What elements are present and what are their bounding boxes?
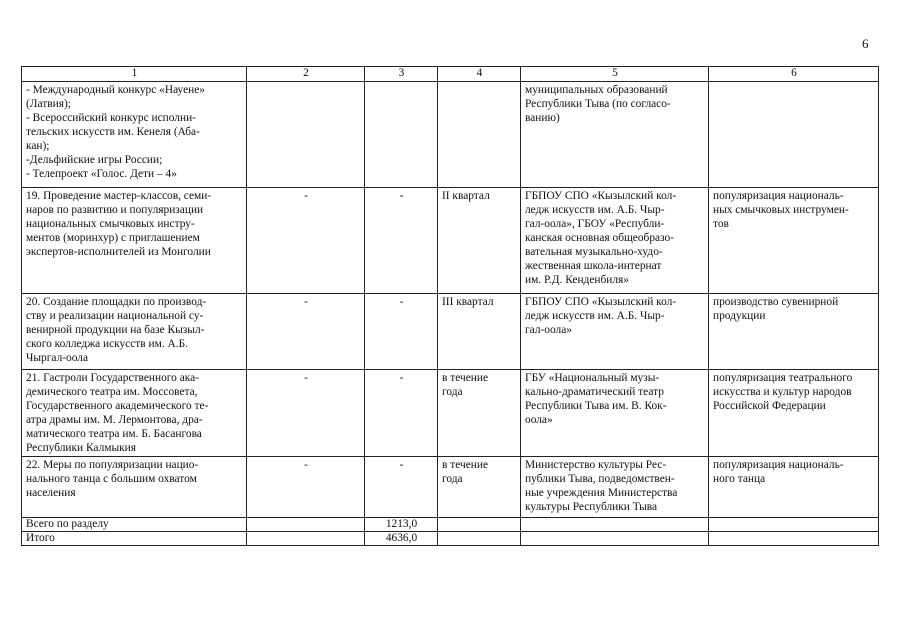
table-row	[22, 294, 879, 370]
table-row	[22, 370, 879, 457]
cell	[438, 518, 521, 532]
cell: -	[247, 370, 365, 457]
table-header-row	[22, 67, 879, 82]
plan-table	[21, 66, 879, 546]
header-cell: 2	[247, 67, 365, 82]
event-cell: 21. Гастроли Государственного ака- демического театра им. Моссовета, Государственного академического те- атра драмы им. М. Лермонтова, дра- матического театра им. Б. Басангова Республики Калмыкия	[22, 370, 247, 457]
subtotal-label: Всего по разделу	[22, 518, 247, 532]
total-value: 4636,0	[365, 532, 438, 546]
result-cell: популяризация театрального искусства и культур народов Российской Федерации	[709, 370, 879, 457]
subtotal-value: 1213,0	[365, 518, 438, 532]
subtotal-row	[22, 518, 879, 532]
period-cell: в течение года	[438, 457, 521, 518]
header-cell: 1	[22, 67, 247, 82]
cell: -	[247, 294, 365, 370]
cell	[247, 532, 365, 546]
cell	[247, 518, 365, 532]
period-cell: в течение года	[438, 370, 521, 457]
page-number: 6	[862, 36, 869, 51]
header-cell: 4	[438, 67, 521, 82]
event-cell: 19. Проведение мастер-классов, семи- наров по развитию и популяризации национальных смычковых инстру- ментов (моринхур) с приглашением экспертов-исполнителей из Монголии	[22, 188, 247, 294]
cell: -	[365, 188, 438, 294]
cell: -	[247, 188, 365, 294]
cell: -	[365, 370, 438, 457]
responsible-cell: муниципальных образований Республики Тыва (по согласо- ванию)	[521, 82, 709, 188]
cell: -	[247, 457, 365, 518]
result-cell: производство сувенирной продукции	[709, 294, 879, 370]
cell	[521, 518, 709, 532]
cell	[247, 82, 365, 188]
table-row	[22, 188, 879, 294]
cell	[709, 518, 879, 532]
cell	[438, 532, 521, 546]
result-cell	[709, 82, 879, 188]
cell: -	[365, 457, 438, 518]
period-cell: III квартал	[438, 294, 521, 370]
responsible-cell: ГБУ «Национальный музы- кально-драматический театр Республики Тыва им. В. Кок- оола»	[521, 370, 709, 457]
event-cell: 22. Меры по популяризации нацио- нального танца с большим охватом населения	[22, 457, 247, 518]
header-cell: 6	[709, 67, 879, 82]
table-row	[22, 82, 879, 188]
header-cell: 3	[365, 67, 438, 82]
period-cell: II квартал	[438, 188, 521, 294]
header-cell: 5	[521, 67, 709, 82]
event-cell: - Международный конкурс «Науене» (Латвия); - Всероссийский конкурс исполни- тельских искусств им. Кенеля (Аба- кан); -Дельфийские игры России; - Телепроект «Голос. Дети – 4»	[22, 82, 247, 188]
responsible-cell: Министерство культуры Рес- публики Тыва, подведомствен- ные учреждения Министерства культуры Республики Тыва	[521, 457, 709, 518]
total-row	[22, 532, 879, 546]
table-row	[22, 457, 879, 518]
cell	[521, 532, 709, 546]
result-cell: популяризация националь- ных смычковых инструмен- тов	[709, 188, 879, 294]
cell	[709, 532, 879, 546]
cell: -	[365, 294, 438, 370]
total-label: Итого	[22, 532, 247, 546]
event-cell: 20. Создание площадки по производ- ству и реализации национальной су- венирной продукции на базе Кызыл- ского колледжа искусств им. А.Б. Чыргал-оола	[22, 294, 247, 370]
responsible-cell: ГБПОУ СПО «Кызылский кол- ледж искусств им. А.Б. Чыр- гал-оола»	[521, 294, 709, 370]
result-cell: популяризация националь- ного танца	[709, 457, 879, 518]
responsible-cell: ГБПОУ СПО «Кызылский кол- ледж искусств им. А.Б. Чыр- гал-оола», ГБОУ «Республи- канская основная общеобразо- вательная музыкально-худо- жественная школа-интернат им. Р.Д. Кенденбиля»	[521, 188, 709, 294]
period-cell	[438, 82, 521, 188]
cell	[365, 82, 438, 188]
